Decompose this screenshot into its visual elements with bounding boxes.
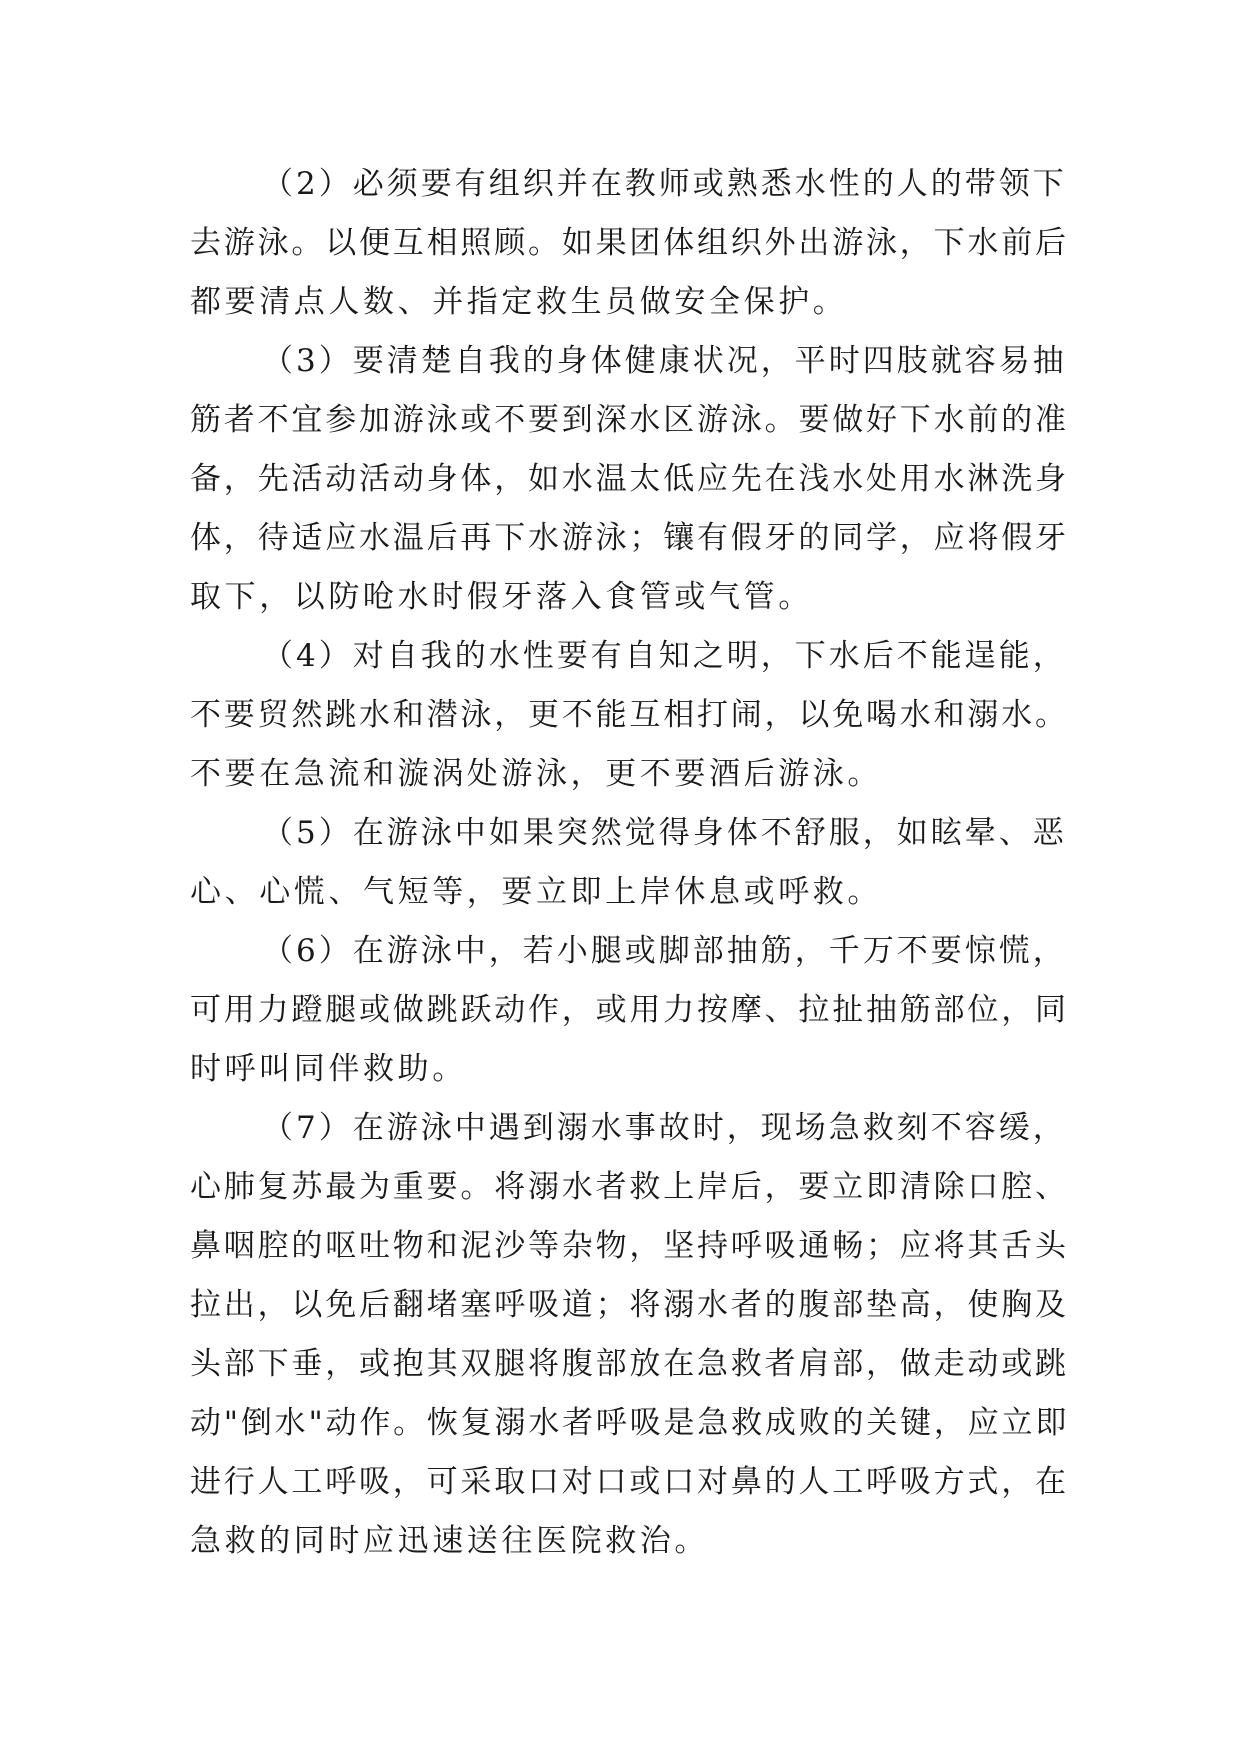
paragraph-6 [190, 922, 1070, 1099]
text-line: 不要贸然跳水和潜泳，更不能互相打闹，以免喝水和溺水。 [190, 697, 1069, 733]
paragraph-7 [190, 1099, 1070, 1571]
text-line: 动"倒水"动作。恢复溺水者呼吸是急救成败的关键，应立即 [190, 1405, 1070, 1441]
text-line: （4）对自我的水性要有自知之明，下水后不能逞能， [262, 638, 1067, 674]
paragraph-3 [190, 332, 1070, 627]
paragraph-5 [190, 804, 1070, 922]
text-line: 去游泳。以便互相照顾。如果团体组织外出游泳，下水前后 [190, 225, 1069, 261]
text-line: 心肺复苏最为重要。将溺水者救上岸后，要立即清除口腔、 [190, 1169, 1069, 1205]
text-line: 备，先活动活动身体，如水温太低应先在浅水处用水淋洗身 [190, 461, 1069, 497]
text-line: 心、心慌、气短等，要立即上岸休息或呼救。 [190, 874, 882, 910]
text-line: 进行人工呼吸，可采取口对口或口对鼻的人工呼吸方式，在 [190, 1464, 1069, 1500]
text-line: 拉出，以免后翻堵塞呼吸道；将溺水者的腹部垫高，使胸及 [190, 1287, 1069, 1323]
text-line: 体，待适应水温后再下水游泳；镶有假牙的同学，应将假牙 [190, 520, 1069, 556]
text-line: 取下，以防呛水时假牙落入食管或气管。 [190, 579, 813, 615]
text-line: 急救的同时应迅速送往医院救治。 [190, 1523, 709, 1559]
paragraph-2 [190, 155, 1070, 332]
text-line: 筋者不宜参加游泳或不要到深水区游泳。要做好下水前的准 [190, 402, 1069, 438]
text-line: （6）在游泳中，若小腿或脚部抽筋，千万不要惊慌， [262, 933, 1067, 969]
text-line: 都要清点人数、并指定救生员做安全保护。 [190, 284, 848, 320]
text-line: 鼻咽腔的呕吐物和泥沙等杂物，坚持呼吸通畅；应将其舌头 [190, 1228, 1069, 1264]
document-body [190, 155, 1070, 1571]
text-line: （5）在游泳中如果突然觉得身体不舒服，如眩晕、恶 [262, 815, 1067, 851]
text-line: 可用力蹬腿或做跳跃动作，或用力按摩、拉扯抽筋部位，同 [190, 992, 1069, 1028]
text-line: 头部下垂，或抱其双腿将腹部放在急救者肩部，做走动或跳 [190, 1346, 1069, 1382]
text-line: 不要在急流和漩涡处游泳，更不要酒后游泳。 [190, 756, 882, 792]
text-line: （3）要清楚自我的身体健康状况，平时四肢就容易抽 [262, 343, 1067, 379]
text-line: 时呼叫同伴救助。 [190, 1051, 467, 1087]
paragraph-4 [190, 627, 1070, 804]
text-line: （2）必须要有组织并在教师或熟悉水性的人的带领下 [262, 166, 1067, 202]
text-line: （7）在游泳中遇到溺水事故时，现场急救刻不容缓， [262, 1110, 1067, 1146]
